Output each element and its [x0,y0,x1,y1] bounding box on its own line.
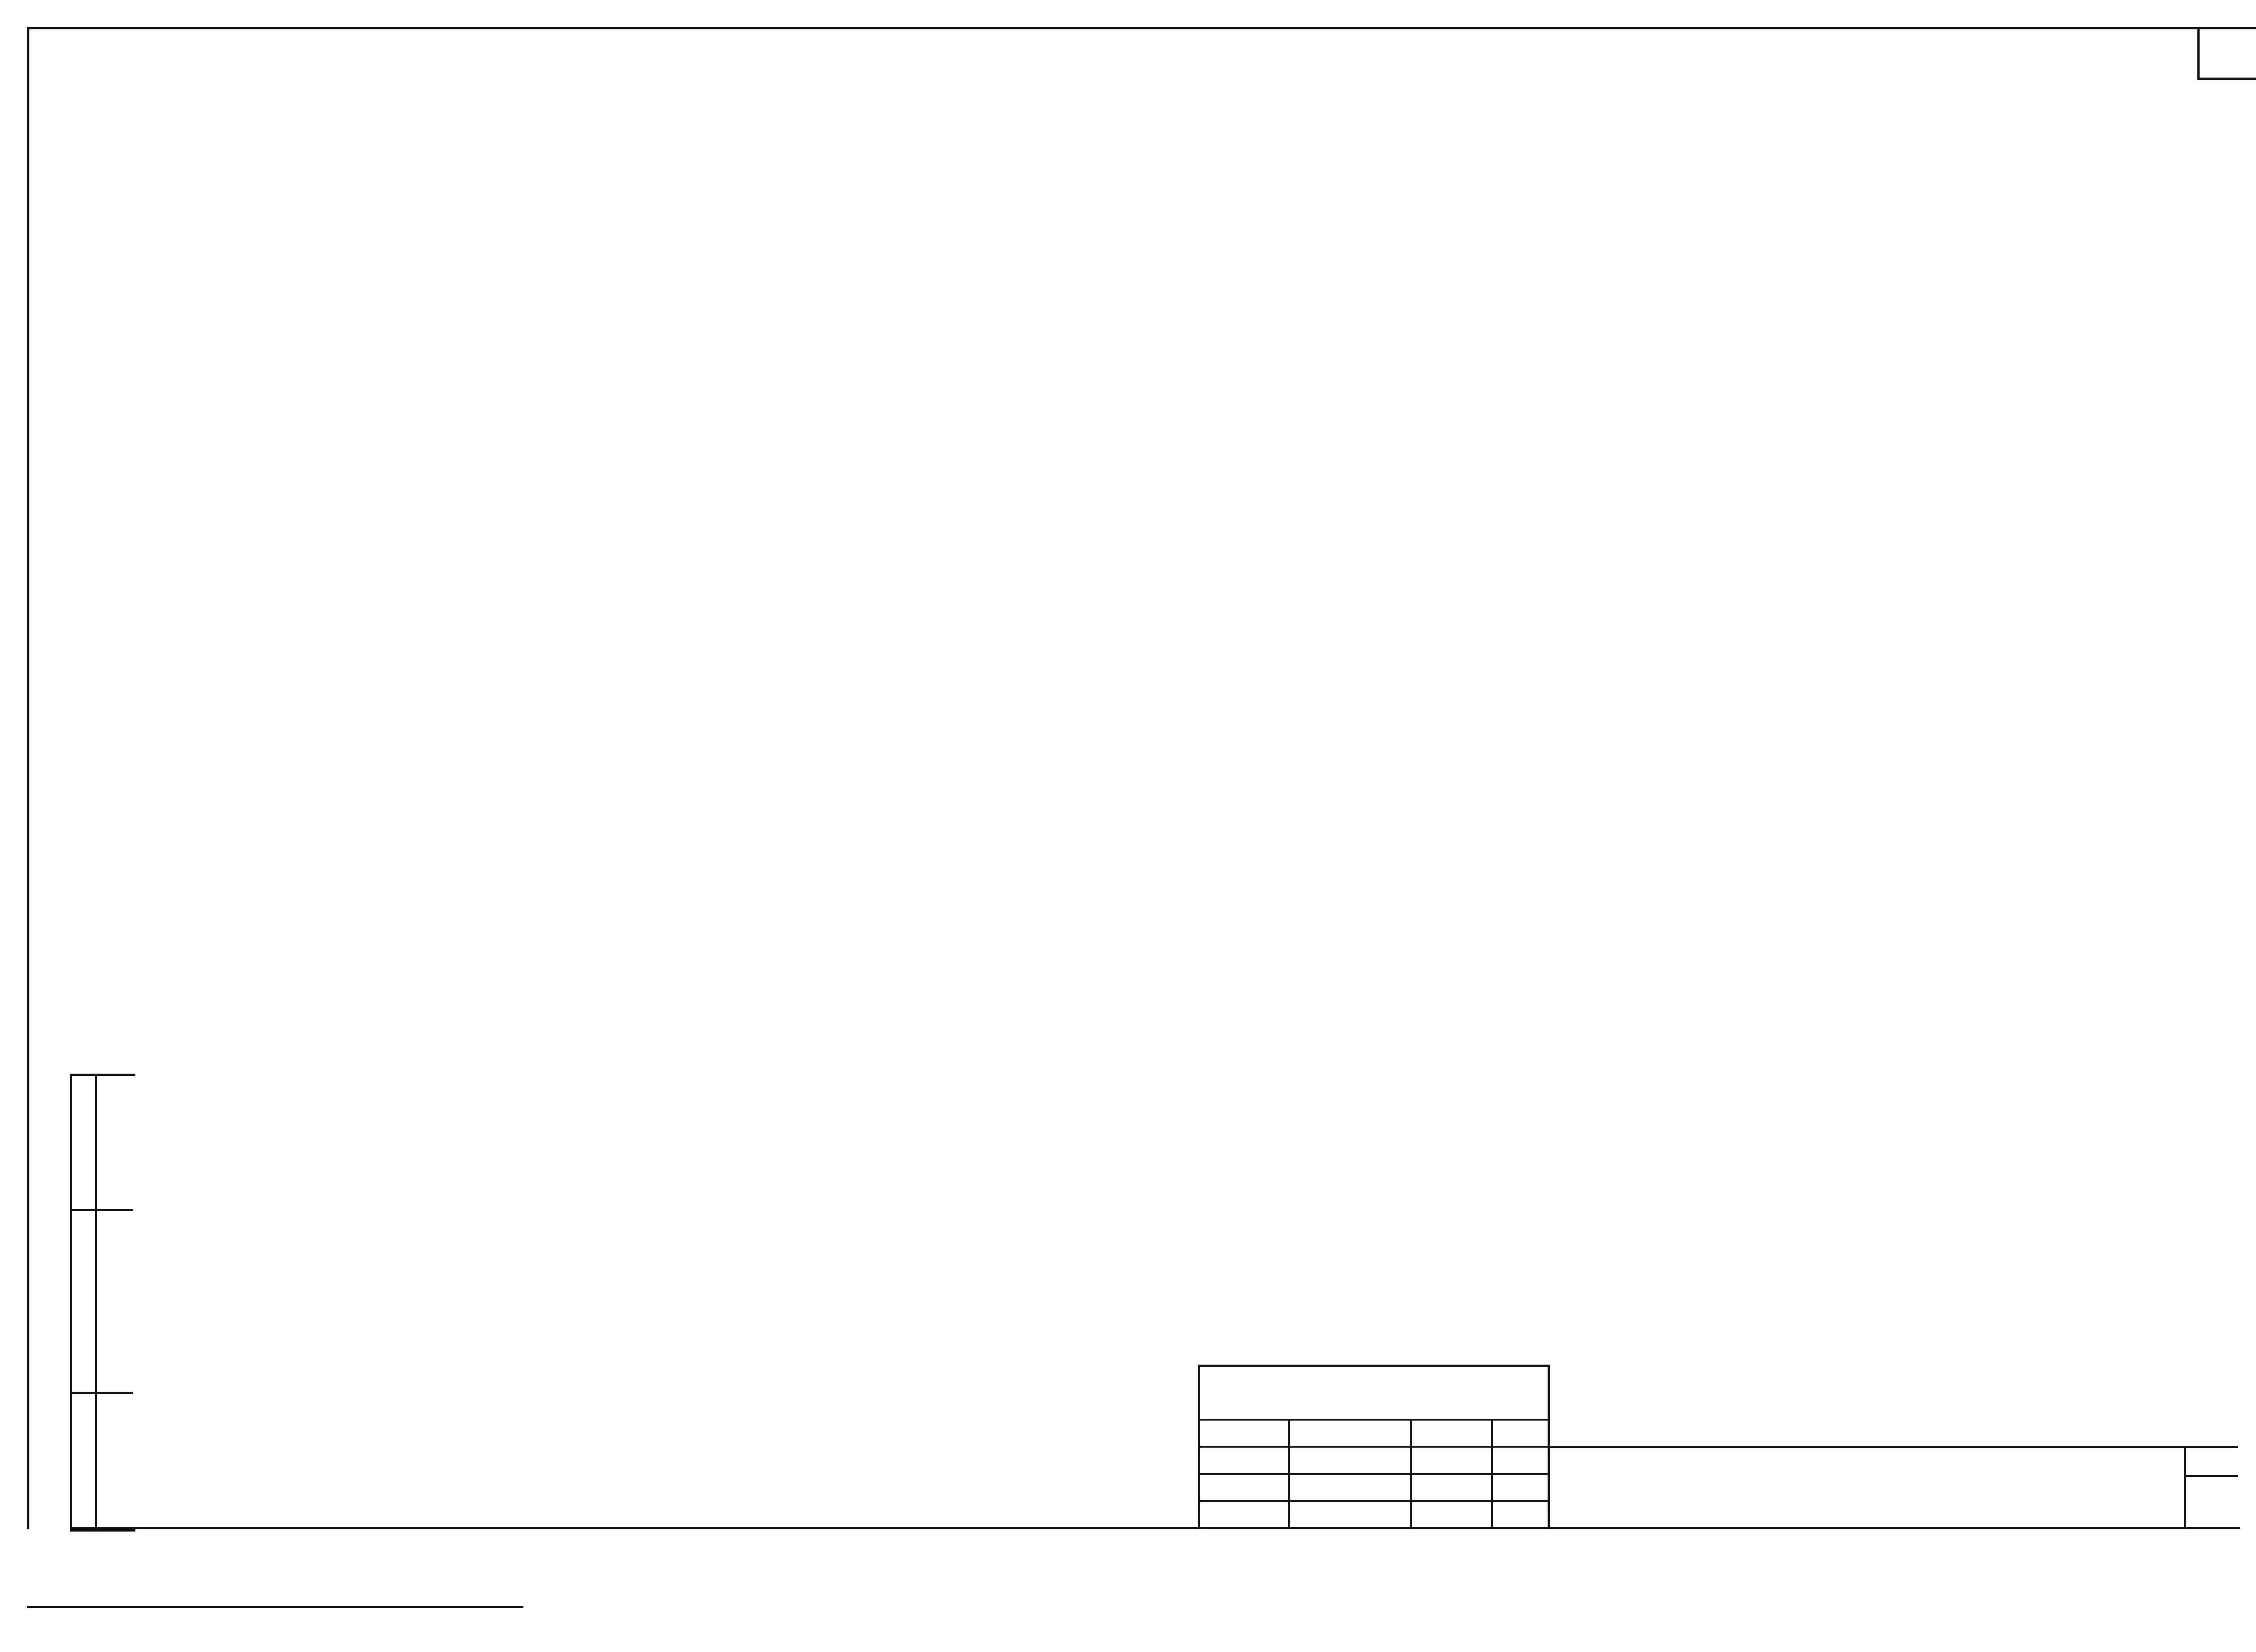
sheet-frame [27,27,2256,29]
privyazan-row-line [1198,1500,1548,1502]
privyazan-row-line [1198,1473,1548,1475]
sheet-box-mid [2184,1475,2238,1477]
side-stamp-divider [70,1392,133,1394]
header-quantity [1997,86,2105,262]
privyazan-col-line [1410,1419,1412,1527]
header-unit-group [1333,81,1491,144]
header-unit-code [1410,149,1491,264]
side-stamp-inner [95,1074,97,1527]
privyazan-row-line [1198,1419,1548,1421]
title-top-line [1548,1446,2238,1448]
side-stamp-divider [70,1209,133,1211]
header-unit-name [1333,149,1410,264]
header-position [133,79,239,264]
frame-bottom [70,1527,2240,1529]
privyazan-col-line [1491,1419,1493,1527]
sheet-box-left [2184,1446,2186,1527]
header-price [1863,86,1997,262]
sheet-frame-left [27,27,29,1529]
privyazan-row-line [1198,1446,1548,1448]
header-equipment-code [1676,90,1863,262]
header-type [1146,95,1336,262]
header-mass [2105,81,2238,262]
header-factory-code [1491,90,1676,262]
privyazan-col-line [1288,1419,1290,1527]
side-stamp [70,1074,135,1532]
corner-number-box [2197,27,2256,80]
footer-rule [27,1606,523,1608]
